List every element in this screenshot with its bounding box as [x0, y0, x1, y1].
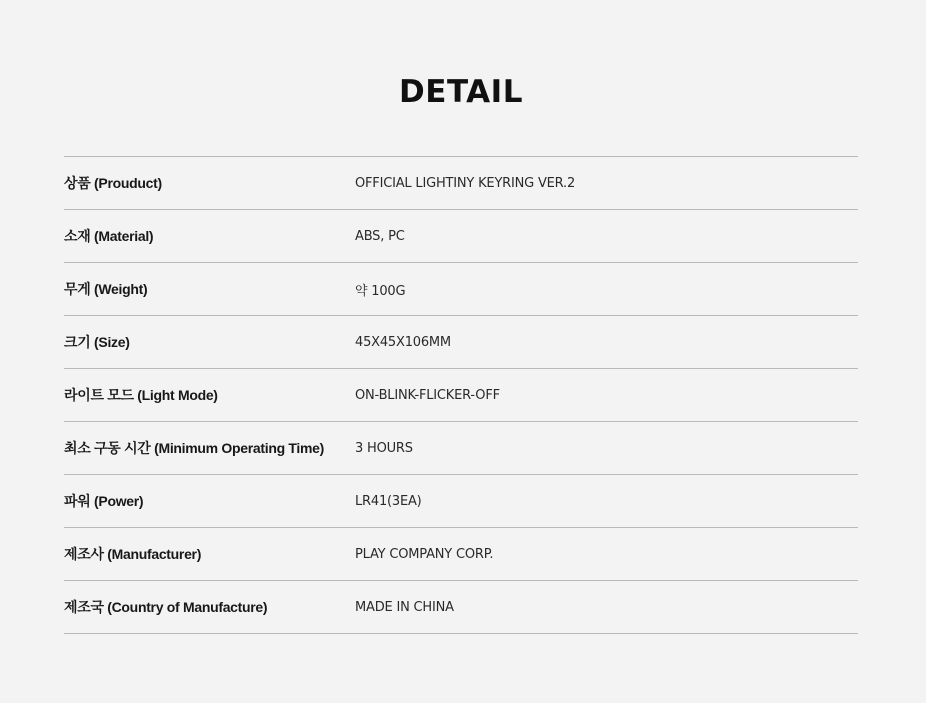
- row-label: 라이트 모드 (Light Mode): [64, 387, 218, 403]
- row-label: 파워 (Power): [64, 493, 144, 509]
- table-row: [64, 316, 858, 369]
- table-row: [64, 475, 858, 528]
- row-label: 제조국 (Country of Manufacture): [64, 599, 268, 615]
- row-value: ON-BLINK-FLICKER-OFF: [355, 387, 500, 403]
- row-value: MADE IN CHINA: [355, 599, 454, 615]
- table-row: [64, 263, 858, 316]
- table-row: [64, 157, 858, 210]
- row-label: 상품 (Prouduct): [64, 175, 162, 191]
- row-label: 제조사 (Manufacturer): [64, 546, 202, 562]
- table-row: [64, 581, 858, 634]
- row-value: 45X45X106MM: [355, 334, 451, 350]
- row-value: LR41(3EA): [355, 493, 422, 509]
- table-row: [64, 210, 858, 263]
- row-value: PLAY COMPANY CORP.: [355, 546, 494, 562]
- table-row: [64, 369, 858, 422]
- detail-table: [64, 156, 858, 634]
- row-label: 무게 (Weight): [64, 281, 148, 297]
- row-value: 3 HOURS: [355, 440, 413, 456]
- row-label: 소재 (Material): [64, 228, 154, 244]
- table-row: [64, 528, 858, 581]
- row-label: 최소 구동 시간 (Minimum Operating Time): [64, 440, 324, 456]
- row-value: OFFICIAL LIGHTINY KEYRING VER.2: [355, 175, 576, 191]
- row-value: ABS, PC: [355, 228, 405, 244]
- row-value: 약 100G: [355, 283, 406, 299]
- table-row: [64, 422, 858, 475]
- page-title: DETAIL: [399, 74, 523, 110]
- row-label: 크기 (Size): [64, 334, 130, 350]
